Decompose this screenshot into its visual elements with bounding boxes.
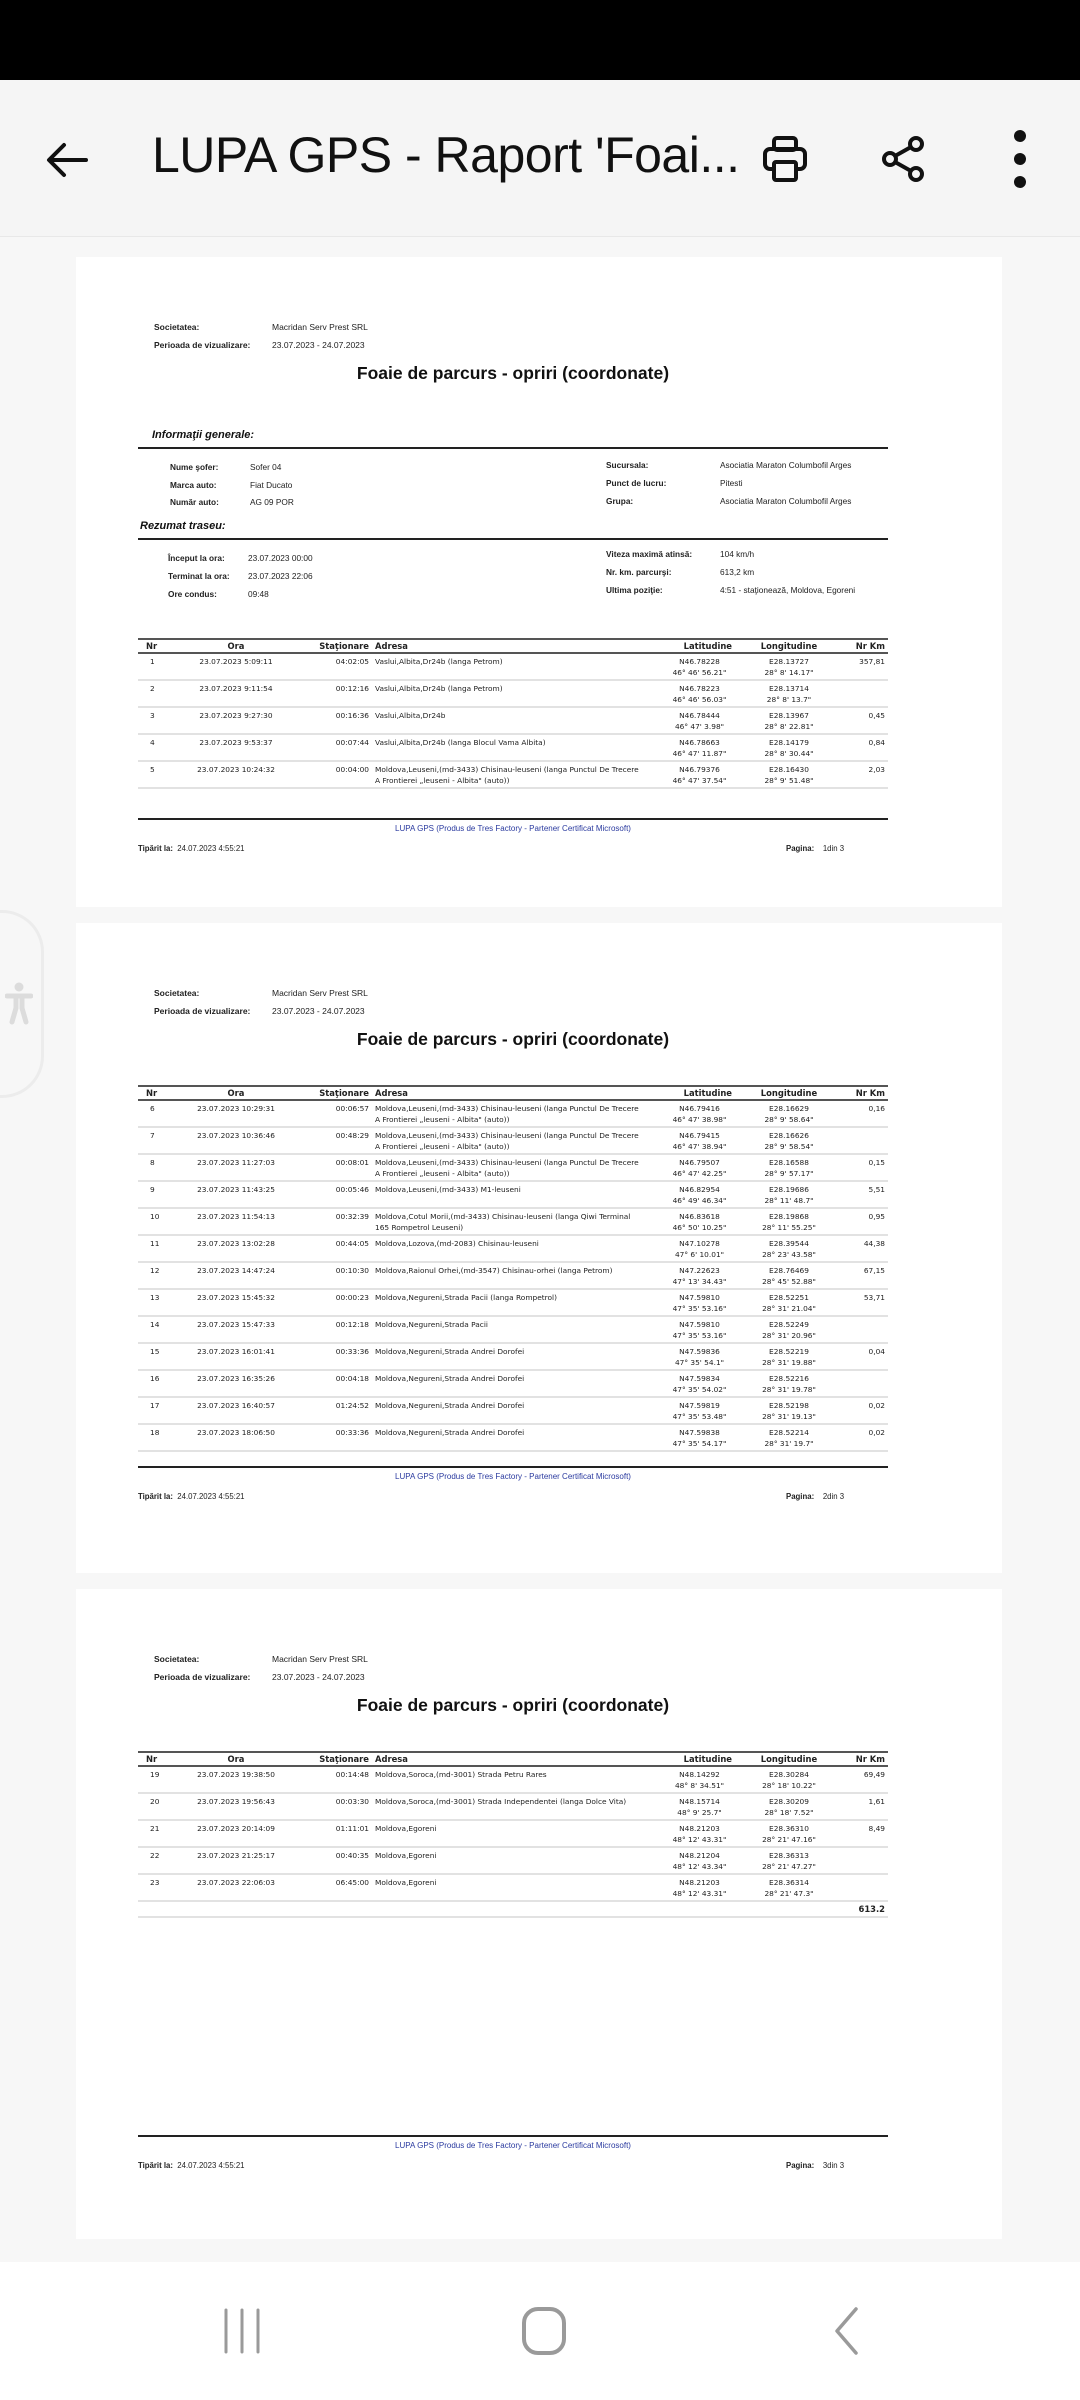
cell-longitude: E28.13727 28° 8' 14.17"	[735, 653, 843, 680]
table-row	[138, 1793, 888, 1820]
cell-nr: 12	[138, 1262, 176, 1289]
pdf-page-2: Societatea: Macridan Serv Prest SRL Perioada de vizualizare: 23.07.2023 - 24.07.2023 Foaie de parcurs - opriri (coordonate) Nr Ora Staţionare Adresa Latitudine Longitudine Nr Km 6 23.07.2023 10:29:31 00:06:57 Moldova,Leuseni,(md-3433) Chisinau-leuseni (langa Punctul De Trecere A Frontierei „leuseni - Albita" (auto)) N46.79416 46° 47' 38.98" E28.16629 28° 9' 58.64" 0,16 7 23.07.2023 10:36:46 00:48:29 Moldova,Leuseni,(md-3433) Chisinau-leuseni (langa Punctul De Trecere A Frontierei „leuseni - Albita" (auto)) N46.79415 46° 47' 38.94" E28.16626 28° 9' 58.54" 8 23.07.2023 11:27:03 00:08:01 Moldova,Leuseni,(md-3433) Chisinau-leuseni (langa Punctul De Trecere A Frontierei „leuseni - Albita" (auto)) N46.79507 46° 47' 42.25" E28.16588 28° 9' 57.17" 0,15 9 23.07.2023 11:43:25 00:05:46 Moldova,Leuseni,(md-3433) M1-leuseni N46.82954 46° 49' 46.34" E28.19686 28° 11' 48.7" 5,51 10 23.07.2023 11:54:13 00:32:39 Moldova,Cotul Morii,(md-3433) Chisinau-leuseni (langa Qiwi Terminal 165 Rompetrol Leuseni) N46.83618 46° 50' 10.25" E28.19868 28° 11' 55.25" 0,95 11 23.07.2023 13:02:28 00:44:05 Moldova,Lozova,(md-2083) Chisinau-leuseni N47.10278 47° 6' 10.01" E28.39544 28° 23' 43.58" 44,38 12 23.07.2023 14:47:24 00:10:30 Moldova,Raionul Orhei,(md-3547) Chisinau-orhei (langa Petrom) N47.22623 47° 13' 34.43" E28.76469 28° 45' 52.88" 67,15 13 23.07.2023 15:45:32 00:00:23 Moldova,Negureni,Strada Pacii (langa Rompetrol) N47.59810 47° 35' 53.16" E28.52251 28° 31' 21.04" 53,71 14 23.07.2023 15:47:33 00:12:18 Moldova,Negureni,Strada Pacii N47.59810 47° 35' 53.16" E28.52249 28° 31' 20.96" 15 23.07.2023 16:01:41 00:33:36 Moldova,Negureni,Strada Andrei Dorofei N47.59836 47° 35' 54.1" E28.52219 28° 31' 19.88" 0,04 16 23.07.2023 16:35:26 00:04:18 Moldova,Negureni,Strada Andrei Dorofei N47.59834 47° 35' 54.02" E28.52216 28° 31' 19.78" 17 23.07.2023 16:40:57 01:24:52 Moldova,Negureni,Strada Andrei Dorofei N47.59819 47° 35' 53.48" E28.52198 28° 31' 19.13" 0,02 18 23.07.2023 18:06:50 00:33:36 Moldova,Negureni,Strada Andrei Dorofei N47.59838 47° 35' 54.17" E28.52214 28° 31' 19.7" 0,02 LUPA GPS (Produs de Tres Factory - Partener Certificat Microsoft) Tipărit la: 24.07.2023 4:55:21 Pagina: 2din 3	[76, 923, 1002, 1573]
divider	[138, 447, 888, 449]
back-button[interactable]	[40, 132, 96, 188]
table-header	[138, 639, 888, 653]
column-header: Longitudine	[735, 1086, 843, 1100]
cell-time: 23.07.2023 18:06:50	[176, 1424, 296, 1451]
cell-longitude: E28.13714 28° 8' 13.7"	[735, 680, 843, 707]
footer-brand-link[interactable]: LUPA GPS (Produs de Tres Factory - Partener Certificat Microsoft)	[395, 824, 631, 833]
cell-duration: 00:12:18	[296, 1316, 372, 1343]
cell-address: Moldova,Negureni,Strada Andrei Dorofei	[372, 1370, 648, 1397]
cell-km: 0,45	[843, 707, 888, 734]
cell-latitude: N47.10278 47° 6' 10.01"	[648, 1235, 735, 1262]
column-header: Nr	[138, 639, 176, 653]
accessibility-icon	[5, 982, 33, 1026]
cell-time: 23.07.2023 9:11:54	[176, 680, 296, 707]
cell-nr: 1	[138, 653, 176, 680]
home-icon	[520, 2306, 568, 2356]
cell-km	[843, 1370, 888, 1397]
footer-divider	[138, 2135, 888, 2137]
divider	[138, 538, 888, 540]
table-row	[138, 1820, 888, 1847]
cell-latitude: N46.79376 46° 47' 37.54"	[648, 761, 735, 788]
cell-address: Vaslui,Albita,Dr24b (langa Petrom)	[372, 653, 648, 680]
cell-time: 23.07.2023 11:43:25	[176, 1181, 296, 1208]
route-summary-heading: Rezumat traseu:	[140, 520, 226, 532]
cell-address: Moldova,Leuseni,(md-3433) Chisinau-leuseni (langa Punctul De Trecere A Frontierei „leuseni - Albita" (auto))	[372, 1127, 648, 1154]
table-row	[138, 1262, 888, 1289]
cell-km	[843, 1316, 888, 1343]
cell-nr: 23	[138, 1874, 176, 1901]
cell-longitude: E28.52216 28° 31' 19.78"	[735, 1370, 843, 1397]
cell-nr: 5	[138, 761, 176, 788]
cell-latitude: N46.78223 46° 46' 56.03"	[648, 680, 735, 707]
cell-nr: 4	[138, 734, 176, 761]
table-header	[138, 1752, 888, 1766]
cell-longitude: E28.30209 28° 18' 7.52"	[735, 1793, 843, 1820]
cell-nr: 6	[138, 1100, 176, 1127]
app-bar	[0, 80, 1080, 237]
cell-nr: 7	[138, 1127, 176, 1154]
more-options-button[interactable]	[985, 124, 1055, 194]
cell-time: 23.07.2023 15:45:32	[176, 1289, 296, 1316]
cell-duration: 06:45:00	[296, 1874, 372, 1901]
table-row	[138, 1370, 888, 1397]
cell-km: 0,84	[843, 734, 888, 761]
app-title: LUPA GPS - Raport 'Foai...	[152, 127, 740, 183]
more-vert-icon	[1010, 129, 1030, 189]
recent-apps-button[interactable]	[152, 2262, 332, 2400]
pdf-viewer[interactable]	[0, 237, 1080, 2262]
column-header: Ora	[176, 639, 296, 653]
cell-address: Moldova,Egoreni	[372, 1874, 648, 1901]
cell-latitude: N48.14292 48° 8' 34.51"	[648, 1766, 735, 1793]
cell-km: 1,61	[843, 1793, 888, 1820]
cell-latitude: N46.82954 46° 49' 46.34"	[648, 1181, 735, 1208]
column-header: Nr Km	[843, 1752, 888, 1766]
cell-km: 0,95	[843, 1208, 888, 1235]
cell-time: 23.07.2023 16:01:41	[176, 1343, 296, 1370]
cell-duration: 00:40:35	[296, 1847, 372, 1874]
cell-km	[843, 680, 888, 707]
cell-latitude: N47.59836 47° 35' 54.1"	[648, 1343, 735, 1370]
column-header: Nr	[138, 1752, 176, 1766]
cell-latitude: N48.21203 48° 12' 43.31"	[648, 1874, 735, 1901]
cell-km: 53,71	[843, 1289, 888, 1316]
cell-km: 0,16	[843, 1100, 888, 1127]
table-row	[138, 1847, 888, 1874]
page-number: Pagina: 1din 3	[786, 844, 845, 853]
cell-duration: 00:44:05	[296, 1235, 372, 1262]
page-number: Pagina: 2din 3	[786, 1492, 845, 1501]
cell-duration: 00:33:36	[296, 1343, 372, 1370]
column-header: Nr	[138, 1086, 176, 1100]
table-row	[138, 1181, 888, 1208]
cell-latitude: N47.22623 47° 13' 34.43"	[648, 1262, 735, 1289]
cell-latitude: N47.59819 47° 35' 53.48"	[648, 1397, 735, 1424]
cell-km: 67,15	[843, 1262, 888, 1289]
cell-duration: 04:02:05	[296, 653, 372, 680]
column-header: Adresa	[372, 639, 648, 653]
total-row	[138, 1901, 888, 1917]
cell-km: 2,03	[843, 761, 888, 788]
cell-nr: 8	[138, 1154, 176, 1181]
cell-km	[843, 1127, 888, 1154]
cell-duration: 00:04:00	[296, 761, 372, 788]
cell-km	[843, 1874, 888, 1901]
print-button[interactable]	[750, 124, 820, 194]
cell-km: 0,02	[843, 1397, 888, 1424]
cell-time: 23.07.2023 15:47:33	[176, 1316, 296, 1343]
table-row	[138, 1874, 888, 1901]
cell-address: Moldova,Raionul Orhei,(md-3547) Chisinau-orhei (langa Petrom)	[372, 1262, 648, 1289]
cell-latitude: N46.79415 46° 47' 38.94"	[648, 1127, 735, 1154]
cell-duration: 00:07:44	[296, 734, 372, 761]
cell-duration: 01:11:01	[296, 1820, 372, 1847]
cell-time: 23.07.2023 5:09:11	[176, 653, 296, 680]
cell-time: 23.07.2023 9:27:30	[176, 707, 296, 734]
cell-duration: 00:08:01	[296, 1154, 372, 1181]
cell-address: Moldova,Soroca,(md-3001) Strada Independentei (langa Dolce Vita)	[372, 1793, 648, 1820]
cell-time: 23.07.2023 19:56:43	[176, 1793, 296, 1820]
cell-duration: 00:04:18	[296, 1370, 372, 1397]
cell-latitude: N46.78228 46° 46' 56.21"	[648, 653, 735, 680]
cell-nr: 22	[138, 1847, 176, 1874]
cell-nr: 18	[138, 1424, 176, 1451]
cell-latitude: N47.59838 47° 35' 54.17"	[648, 1424, 735, 1451]
cell-longitude: E28.52198 28° 31' 19.13"	[735, 1397, 843, 1424]
cell-nr: 15	[138, 1343, 176, 1370]
back-icon	[831, 2306, 861, 2356]
report-title: Foaie de parcurs - opriri (coordonate)	[356, 1695, 670, 1715]
table-row	[138, 1154, 888, 1181]
stops-table-page-3	[138, 1751, 888, 1918]
pdf-page-1: Societatea: Macridan Serv Prest SRL Perioada de vizualizare: 23.07.2023 - 24.07.2023 Foaie de parcurs - opriri (coordonate) Informaţii generale: Nume şofer: Sofer 04 Marca auto: Fiat Ducato Număr auto: AG 09 POR Sucursala: Asociatia Maraton Columbofil Arges Punct de lucru: Pitesti Grupa: Asociatia Maraton Columbofil Arges Rezumat traseu: Început la ora: 23.07.2023 00:00 Terminat la ora: 23.07.2023 22:06 Ore condus: 09:48 Viteza maximă atinsă: 104 km/h Nr. km. parcurşi: 613,2 km Ultima poziţie: 4:51 - staţionează, Moldova, Egoreni Nr Ora Staţionare Adresa Latitudine Longitudine Nr Km 1 23.07.2023 5:09:11 04:02:05 Vaslui,Albita,Dr24b (langa Petrom) N46.78228 46° 46' 56.21" E28.13727 28° 8' 14.17" 357,81 2 23.07.2023 9:11:54 00:12:16 Vaslui,Albita,Dr24b (langa Petrom) N46.78223 46° 46' 56.03" E28.13714 28° 8' 13.7" 3 23.07.2023 9:27:30 00:16:36 Vaslui,Albita,Dr24b N46.78444 46° 47' 3.98" E28.13967 28° 8' 22.81" 0,45 4 23.07.2023 9:53:37 00:07:44 Vaslui,Albita,Dr24b (langa Blocul Vama Albita) N46.78663 46° 47' 11.87" E28.14179 28° 8' 30.44" 0,84 5 23.07.2023 10:24:32 00:04:00 Moldova,Leuseni,(md-3433) Chisinau-leuseni (langa Punctul De Trecere A Frontierei „leuseni - Albita" (auto)) N46.79376 46° 47' 37.54" E28.16430 28° 9' 51.48" 2,03 LUPA GPS (Produs de Tres Factory - Partener Certificat Microsoft) Tipărit la: 24.07.2023 4:55:21 Pagina: 1din 3	[76, 257, 1002, 907]
cell-latitude: N46.83618 46° 50' 10.25"	[648, 1208, 735, 1235]
cell-longitude: E28.16629 28° 9' 58.64"	[735, 1100, 843, 1127]
table-row	[138, 653, 888, 680]
cell-latitude: N46.78444 46° 47' 3.98"	[648, 707, 735, 734]
cell-nr: 9	[138, 1181, 176, 1208]
accessibility-button[interactable]	[0, 910, 44, 1098]
cell-address: Moldova,Negureni,Strada Andrei Dorofei	[372, 1397, 648, 1424]
printed-at: Tipărit la: 24.07.2023 4:55:21	[138, 2161, 245, 2170]
cell-address: Moldova,Egoreni	[372, 1820, 648, 1847]
column-header: Nr Km	[843, 639, 888, 653]
table-row	[138, 1316, 888, 1343]
cell-longitude: E28.36314 28° 21' 47.3"	[735, 1874, 843, 1901]
cell-address: Moldova,Cotul Morii,(md-3433) Chisinau-leuseni (langa Qiwi Terminal 165 Rompetrol Leuseni)	[372, 1208, 648, 1235]
cell-km: 69,49	[843, 1766, 888, 1793]
column-header: Ora	[176, 1086, 296, 1100]
cell-latitude: N47.59834 47° 35' 54.02"	[648, 1370, 735, 1397]
column-header: Latitudine	[648, 1086, 735, 1100]
cell-address: Vaslui,Albita,Dr24b (langa Blocul Vama Albita)	[372, 734, 648, 761]
cell-latitude: N46.79507 46° 47' 42.25"	[648, 1154, 735, 1181]
status-bar	[0, 0, 1080, 80]
cell-km: 357,81	[843, 653, 888, 680]
cell-time: 23.07.2023 13:02:28	[176, 1235, 296, 1262]
cell-nr: 2	[138, 680, 176, 707]
cell-km: 0,04	[843, 1343, 888, 1370]
cell-duration: 00:06:57	[296, 1100, 372, 1127]
system-nav-bar	[0, 2262, 1080, 2400]
cell-longitude: E28.52251 28° 31' 21.04"	[735, 1289, 843, 1316]
table-row	[138, 680, 888, 707]
cell-nr: 13	[138, 1289, 176, 1316]
printed-at: Tipărit la: 24.07.2023 4:55:21	[138, 844, 245, 853]
cell-longitude: E28.30284 28° 18' 10.22"	[735, 1766, 843, 1793]
home-button[interactable]	[454, 2262, 634, 2400]
cell-time: 23.07.2023 21:25:17	[176, 1847, 296, 1874]
cell-duration: 00:32:39	[296, 1208, 372, 1235]
table-row	[138, 1127, 888, 1154]
footer-brand-link[interactable]: LUPA GPS (Produs de Tres Factory - Partener Certificat Microsoft)	[395, 2141, 631, 2150]
cell-km: 8,49	[843, 1820, 888, 1847]
cell-latitude: N48.15714 48° 9' 25.7"	[648, 1793, 735, 1820]
cell-latitude: N47.59810 47° 35' 53.16"	[648, 1316, 735, 1343]
cell-time: 23.07.2023 22:06:03	[176, 1874, 296, 1901]
cell-nr: 10	[138, 1208, 176, 1235]
column-header: Longitudine	[735, 639, 843, 653]
cell-address: Moldova,Lozova,(md-2083) Chisinau-leuseni	[372, 1235, 648, 1262]
cell-duration: 00:10:30	[296, 1262, 372, 1289]
cell-duration: 01:24:52	[296, 1397, 372, 1424]
cell-address: Moldova,Leuseni,(md-3433) Chisinau-leuseni (langa Punctul De Trecere A Frontierei „leuseni - Albita" (auto))	[372, 1100, 648, 1127]
cell-address: Moldova,Negureni,Strada Pacii (langa Rompetrol)	[372, 1289, 648, 1316]
cell-nr: 14	[138, 1316, 176, 1343]
table-row	[138, 1100, 888, 1127]
cell-duration: 00:00:23	[296, 1289, 372, 1316]
share-button[interactable]	[868, 124, 938, 194]
cell-nr: 17	[138, 1397, 176, 1424]
cell-duration: 00:05:46	[296, 1181, 372, 1208]
cell-nr: 16	[138, 1370, 176, 1397]
stops-table-page-2	[138, 1085, 888, 1452]
table-header	[138, 1086, 888, 1100]
cell-address: Moldova,Leuseni,(md-3433) M1-leuseni	[372, 1181, 648, 1208]
cell-time: 23.07.2023 20:14:09	[176, 1820, 296, 1847]
cell-nr: 20	[138, 1793, 176, 1820]
table-row	[138, 734, 888, 761]
cell-longitude: E28.52249 28° 31' 20.96"	[735, 1316, 843, 1343]
cell-latitude: N48.21204 48° 12' 43.34"	[648, 1847, 735, 1874]
cell-address: Vaslui,Albita,Dr24b	[372, 707, 648, 734]
table-row	[138, 1289, 888, 1316]
recent-apps-icon	[220, 2307, 264, 2355]
cell-time: 23.07.2023 16:35:26	[176, 1370, 296, 1397]
cell-km	[843, 1847, 888, 1874]
column-header: Staţionare	[296, 639, 372, 653]
footer-divider	[138, 818, 888, 820]
cell-latitude: N46.78663 46° 47' 11.87"	[648, 734, 735, 761]
pdf-page-3: Societatea: Macridan Serv Prest SRL Perioada de vizualizare: 23.07.2023 - 24.07.2023 Foaie de parcurs - opriri (coordonate) Nr Ora Staţionare Adresa Latitudine Longitudine Nr Km 19 23.07.2023 19:38:50 00:14:48 Moldova,Soroca,(md-3001) Strada Petru Rares N48.14292 48° 8' 34.51" E28.30284 28° 18' 10.22" 69,49 20 23.07.2023 19:56:43 00:03:30 Moldova,Soroca,(md-3001) Strada Independentei (langa Dolce Vita) N48.15714 48° 9' 25.7" E28.30209 28° 18' 7.52" 1,61 21 23.07.2023 20:14:09 01:11:01 Moldova,Egoreni N48.21203 48° 12' 43.31" E28.36310 28° 21' 47.16" 8,49 22 23.07.2023 21:25:17 00:40:35 Moldova,Egoreni N48.21204 48° 12' 43.34" E28.36313 28° 21' 47.27" 23 23.07.2023 22:06:03 06:45:00 Moldova,Egoreni N48.21203 48° 12' 43.31" E28.36314 28° 21' 47.3" 613.2 LUPA GPS (Produs de Tres Factory - Partener Certificat Microsoft) Tipărit la: 24.07.2023 4:55:21 Pagina: 3din 3	[76, 1589, 1002, 2239]
cell-time: 23.07.2023 16:40:57	[176, 1397, 296, 1424]
total-km: 613.2	[843, 1901, 888, 1917]
cell-duration: 00:16:36	[296, 707, 372, 734]
table-row	[138, 1424, 888, 1451]
table-row	[138, 1235, 888, 1262]
cell-longitude: E28.16626 28° 9' 58.54"	[735, 1127, 843, 1154]
cell-km: 44,38	[843, 1235, 888, 1262]
cell-longitude: E28.52214 28° 31' 19.7"	[735, 1424, 843, 1451]
table-row	[138, 761, 888, 788]
cell-time: 23.07.2023 9:53:37	[176, 734, 296, 761]
nav-back-button[interactable]	[756, 2262, 936, 2400]
cell-time: 23.07.2023 10:36:46	[176, 1127, 296, 1154]
printer-icon	[760, 134, 810, 184]
cell-duration: 00:12:16	[296, 680, 372, 707]
column-header: Ora	[176, 1752, 296, 1766]
cell-longitude: E28.14179 28° 8' 30.44"	[735, 734, 843, 761]
cell-time: 23.07.2023 10:29:31	[176, 1100, 296, 1127]
cell-longitude: E28.76469 28° 45' 52.88"	[735, 1262, 843, 1289]
page-number: Pagina: 3din 3	[786, 2161, 845, 2170]
column-header: Nr Km	[843, 1086, 888, 1100]
column-header: Adresa	[372, 1086, 648, 1100]
table-row	[138, 1766, 888, 1793]
footer-divider	[138, 1466, 888, 1468]
cell-longitude: E28.36313 28° 21' 47.27"	[735, 1847, 843, 1874]
cell-duration: 00:14:48	[296, 1766, 372, 1793]
cell-duration: 00:48:29	[296, 1127, 372, 1154]
cell-address: Moldova,Leuseni,(md-3433) Chisinau-leuseni (langa Punctul De Trecere A Frontierei „leuseni - Albita" (auto))	[372, 1154, 648, 1181]
share-icon	[878, 134, 928, 184]
cell-nr: 3	[138, 707, 176, 734]
footer-brand-link[interactable]: LUPA GPS (Produs de Tres Factory - Partener Certificat Microsoft)	[395, 1472, 631, 1481]
cell-longitude: E28.39544 28° 23' 43.58"	[735, 1235, 843, 1262]
cell-time: 23.07.2023 14:47:24	[176, 1262, 296, 1289]
cell-longitude: E28.19686 28° 11' 48.7"	[735, 1181, 843, 1208]
printed-at: Tipărit la: 24.07.2023 4:55:21	[138, 1492, 245, 1501]
table-row	[138, 1343, 888, 1370]
cell-time: 23.07.2023 10:24:32	[176, 761, 296, 788]
cell-nr: 11	[138, 1235, 176, 1262]
table-row	[138, 1208, 888, 1235]
cell-latitude: N46.79416 46° 47' 38.98"	[648, 1100, 735, 1127]
cell-address: Moldova,Negureni,Strada Andrei Dorofei	[372, 1424, 648, 1451]
cell-time: 23.07.2023 11:27:03	[176, 1154, 296, 1181]
cell-address: Moldova,Leuseni,(md-3433) Chisinau-leuseni (langa Punctul De Trecere A Frontierei „leuseni - Albita" (auto))	[372, 761, 648, 788]
table-row	[138, 1397, 888, 1424]
cell-address: Vaslui,Albita,Dr24b (langa Petrom)	[372, 680, 648, 707]
cell-longitude: E28.19868 28° 11' 55.25"	[735, 1208, 843, 1235]
column-header: Staţionare	[296, 1752, 372, 1766]
cell-duration: 00:33:36	[296, 1424, 372, 1451]
cell-nr: 19	[138, 1766, 176, 1793]
report-title: Foaie de parcurs - opriri (coordonate)	[356, 363, 670, 383]
cell-duration: 00:03:30	[296, 1793, 372, 1820]
cell-longitude: E28.36310 28° 21' 47.16"	[735, 1820, 843, 1847]
cell-time: 23.07.2023 11:54:13	[176, 1208, 296, 1235]
cell-address: Moldova,Soroca,(md-3001) Strada Petru Rares	[372, 1766, 648, 1793]
cell-km: 0,02	[843, 1424, 888, 1451]
cell-latitude: N48.21203 48° 12' 43.31"	[648, 1820, 735, 1847]
column-header: Longitudine	[735, 1752, 843, 1766]
cell-longitude: E28.16430 28° 9' 51.48"	[735, 761, 843, 788]
table-row	[138, 707, 888, 734]
cell-km: 5,51	[843, 1181, 888, 1208]
cell-longitude: E28.13967 28° 8' 22.81"	[735, 707, 843, 734]
column-header: Staţionare	[296, 1086, 372, 1100]
column-header: Latitudine	[648, 639, 735, 653]
cell-nr: 21	[138, 1820, 176, 1847]
arrow-left-icon	[40, 132, 96, 188]
cell-latitude: N47.59810 47° 35' 53.16"	[648, 1289, 735, 1316]
cell-time: 23.07.2023 19:38:50	[176, 1766, 296, 1793]
column-header: Latitudine	[648, 1752, 735, 1766]
cell-longitude: E28.52219 28° 31' 19.88"	[735, 1343, 843, 1370]
cell-address: Moldova,Egoreni	[372, 1847, 648, 1874]
cell-longitude: E28.16588 28° 9' 57.17"	[735, 1154, 843, 1181]
cell-km: 0,15	[843, 1154, 888, 1181]
cell-address: Moldova,Negureni,Strada Pacii	[372, 1316, 648, 1343]
stops-table-page-1	[138, 638, 888, 789]
general-info-heading: Informaţii generale:	[152, 429, 255, 441]
report-title: Foaie de parcurs - opriri (coordonate)	[356, 1029, 670, 1049]
cell-address: Moldova,Negureni,Strada Andrei Dorofei	[372, 1343, 648, 1370]
column-header: Adresa	[372, 1752, 648, 1766]
